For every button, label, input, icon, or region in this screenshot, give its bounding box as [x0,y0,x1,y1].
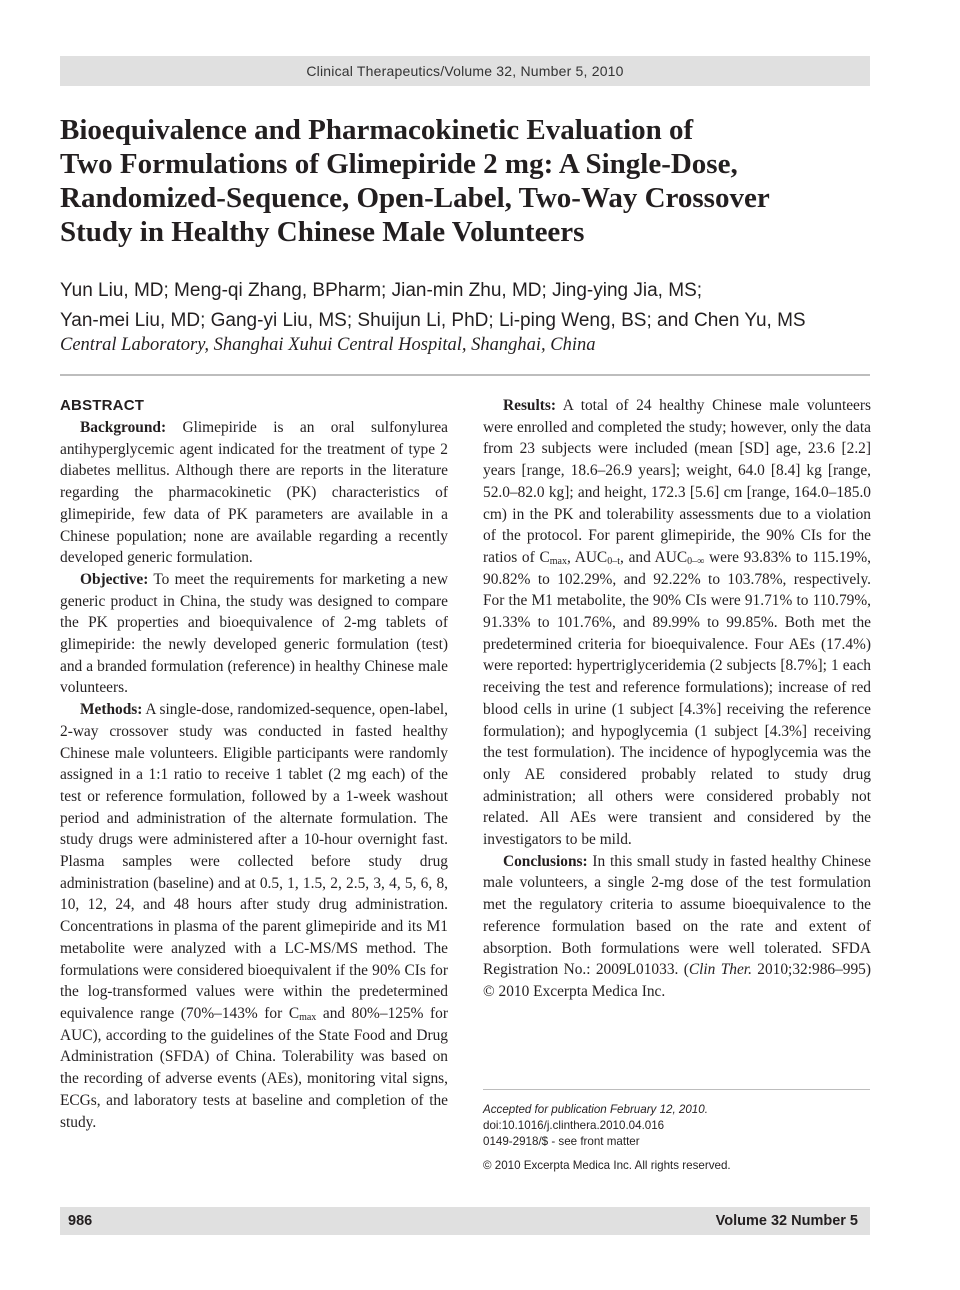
objective-label: Objective: [80,570,149,588]
conclusions-text-cont: 2010;32:986–995) © 2010 Excerpta Medica Inc. [483,961,871,1000]
title-line: Randomized-Sequence, Open-Label, Two-Way Crossover [60,182,770,214]
results-text-cont: were 93.83% to 115.19%, 90.82% to 102.29%, and 92.22% to 103.78%, respectively. For the M1 metabolite, the 90% CIs were 91.71% to 110.79%, 91.33% to 101.76%, and 89.99% to 99.85%. Both met the predetermined criteria for bioequivalence. Four AEs (17.4%) were reported: hypertriglyceridemia (2 subjects [8.7%]; 1 each receiving the test and reference formulations); increase of red blood cells in urine (1 subject [4.3%] receiving the reference formulation); and hypoglycemia (1 subject [4.3%] receiving the test formulation). The incidence of hypoglycemia was the only AE considered probably related to study drug administration; all others were considered probably not related. All AEs were transient and considered by the investigators to be mild. [483,548,871,849]
doi: doi:10.1016/j.clinthera.2010.04.016 [483,1119,665,1132]
abstract-left-column [60,395,448,1133]
title-line: Study in Healthy Chinese Male Volunteers [60,216,585,248]
volume-label: Volume 32 Number 5 [715,1213,858,1229]
page-footer [60,1207,870,1235]
results-text-cont: , AUC [566,548,608,566]
background-text: Glimepiride is an oral sulfonylurea antihyperglycemic agent indicated for the treatment of type 2 diabetes mellitus. Although there are reports in the literature regarding the pharmacokinetic (PK) characteristics of glimepiride, few data of PK parameters are available in a Chinese population; none are available regarding a recently developed generic formulation. [60,419,448,567]
author-list [60,276,870,336]
pubinfo-divider [483,1089,870,1090]
page-number: 986 [68,1213,93,1229]
objective-text: To meet the requirements for marketing a new generic product in China, the study was designed to compare the PK properties and bioequivalence of 2-mg tablets of glimepiride: the newly developed generic formulation (test) and a branded formulation (reference) in healthy Chinese male volunteers. [60,570,448,697]
results-label: Results: [503,397,557,414]
accepted-date: Accepted for publication February 12, 2010. [483,1103,708,1116]
methods-paragraph [60,699,448,1133]
auc-0t-subscript: 0–t [607,555,620,567]
article-title [60,113,860,249]
methods-text: A single-dose, randomized-sequence, open-label, 2-way crossover study was conducted in fasted healthy Chinese male volunteers. Eligible participants were randomly assigned in a 1:1 ratio to receive 1 tablet (2 mg each) of the test or reference formulation, followed by a 1-week washout period and administration of the alternate formulation. The study drugs were administered after a 10-hour overnight fast. Plasma samples were collected before study drug administration (baseline) and at 0.5, 1, 1.5, 2, 2.5, 3, 4, 5, 6, 8, 10, 12, 24, and 48 hours after study drug administration. Concentrations in plasma of the parent glimepiride and its M1 metabolite were analyzed with a LC-MS/MS method. The formulations were considered bioequivalent if the 90% CIs for the log-transformed values were within the predetermined equivalence range (70%–143% for C [60,701,448,1022]
abstract-heading: ABSTRACT [60,397,145,414]
methods-text-cont: and 80%–125% for AUC), according to the guidelines of the State Food and Drug Administration (SFDA) of China. Tolerability was based on the recording of adverse events (AEs), monitoring vital signs, ECGs, and laboratory tests at baseline and completion of the study. [60,1004,448,1131]
affiliation: Central Laboratory, Shanghai Xuhui Central Hospital, Shanghai, China [60,335,596,355]
results-text-cont: , and AUC [619,548,688,566]
background-label: Background: [80,419,167,436]
publication-info [483,1102,870,1174]
abstract-right-column [483,395,871,1003]
results-paragraph [483,395,871,851]
results-text: A total of 24 healthy Chinese male volunteers were enrolled and completed the study; however, only the data from 23 subjects were included (mean [SD] age, 23.6 [2.2] years [range, 18.6–26.9 years]; weight, 64.0 [8.4] kg [range, 52.0–82.0 kg]; and height, 172.3 [5.6] cm [range, 164.0–185.0 cm) in the PK and tolerability assessments due to a violation of the protocol. For parent glimepiride, the 90% CIs for the ratios of C [483,397,871,566]
objective-paragraph [60,569,448,699]
author-line: Yun Liu, MD; Meng-qi Zhang, BPharm; Jian-min Zhu, MD; Jing-ying Jia, MS; [60,280,703,301]
journal-abbreviation: Clin Ther. [688,961,752,979]
copyright: © 2010 Excerpta Medica Inc. All rights reserved. [483,1159,731,1172]
conclusions-paragraph [483,851,871,1003]
author-line: Yan-mei Liu, MD; Gang-yi Liu, MS; Shuijun Li, PhD; Li-ping Weng, BS; and Chen Yu, MS [60,310,806,331]
conclusions-label: Conclusions: [503,852,588,870]
auc-0inf-subscript: 0–∞ [687,555,705,567]
title-line: Bioequivalence and Pharmacokinetic Evaluation of [60,114,694,146]
title-divider [60,374,870,376]
conclusions-text: In this small study in fasted healthy Chinese male volunteers, a single 2-mg dose of the test formulation met the regulatory criteria to assume bioequivalence to the reference formulation based on the rate and extent of absorption. Both formulations were well tolerated. SFDA Registration No.: 2009L01033. ( [483,852,871,979]
title-line: Two Formulations of Glimepiride 2 mg: A Single-Dose, [60,148,738,180]
running-header [60,56,870,86]
journal-citation: Clinical Therapeutics/Volume 32, Number 5, 2010 [306,63,624,79]
issn: 0149-2918/$ - see front matter [483,1135,640,1148]
methods-label: Methods: [80,701,143,719]
cmax-subscript: max [299,1011,317,1023]
cmax-subscript: max [549,555,567,567]
background-paragraph [60,417,448,569]
